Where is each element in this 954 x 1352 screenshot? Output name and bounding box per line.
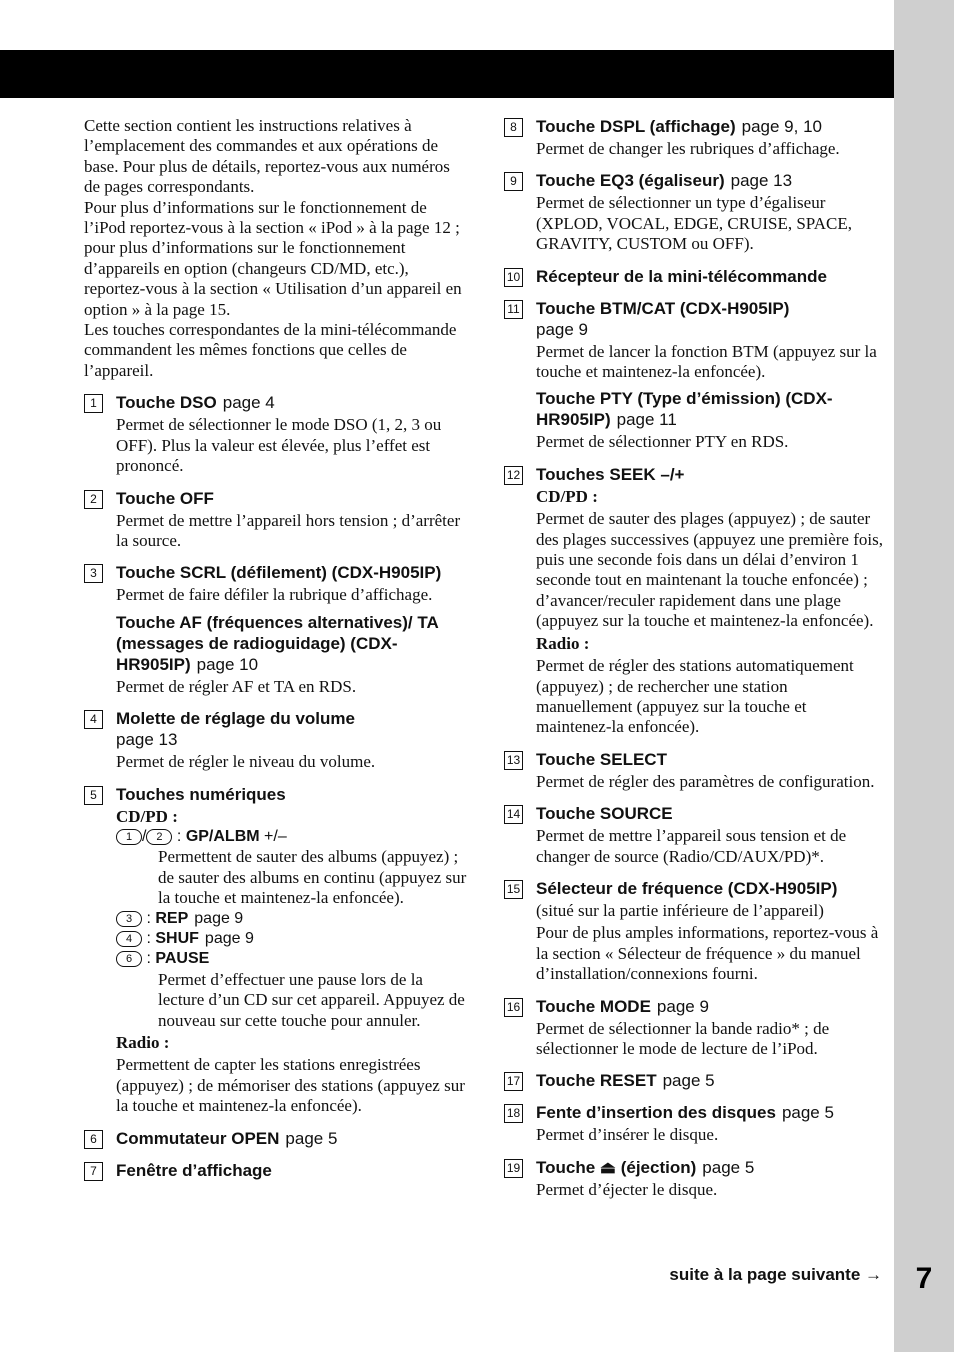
radio-label: Radio :	[536, 633, 590, 653]
item-number: 12	[504, 466, 523, 485]
key-3-icon: 3	[116, 911, 142, 927]
item-title-text: Molette de réglage du volume	[116, 709, 355, 729]
item-title-text: (éjection)	[620, 1157, 697, 1177]
side-tab	[894, 0, 954, 1352]
item-desc: Permet de sélectionner PTY en RDS.	[536, 432, 789, 452]
item-title	[536, 170, 886, 191]
header-bar	[0, 50, 894, 98]
item-title	[536, 1070, 886, 1091]
item-title	[536, 996, 886, 1017]
item-title: Sélecteur de fréquence (CDX-H905IP)	[536, 878, 838, 898]
page-ref: page 5	[285, 1128, 338, 1148]
page-ref: page 9	[194, 909, 244, 927]
page-ref: page 9	[204, 929, 254, 947]
key-6-icon: 6	[116, 951, 142, 967]
item-16	[504, 996, 886, 1060]
item-title: Touches SEEK –/+	[536, 464, 685, 484]
item-number: 19	[504, 1159, 523, 1178]
item-title-text: Touche MODE	[536, 996, 651, 1016]
key-line-6	[116, 949, 468, 969]
key-function: PAUSE	[155, 950, 210, 968]
item-desc: Permet de lancer la fonction BTM (appuyez sur la touche et maintenez-la enfoncée).	[536, 341, 877, 382]
page-ref: page 5	[662, 1071, 715, 1091]
cd-label: CD/PD :	[536, 486, 598, 506]
item-desc: Permet de sélectionner le mode DSO (1, 2, 3 ou OFF). Plus la valeur est élevée, plus l’effet est prononcé.	[116, 415, 442, 476]
item-number: 7	[84, 1162, 103, 1181]
item-desc: Permet d’insérer le disque.	[536, 1125, 719, 1145]
item-desc: Permet de régler le niveau du volume.	[116, 752, 376, 772]
eject-icon: ⏏	[599, 1157, 616, 1177]
continued-footer: suite à la page suivante →	[669, 1265, 882, 1284]
item-title	[536, 116, 886, 137]
item-title: Touche SELECT	[536, 749, 667, 769]
item-desc: Permet d’éjecter le disque.	[536, 1179, 718, 1199]
item-subtitle-text: Touche PTY (Type d’émission) (CDX-HR905IP)	[536, 389, 833, 430]
cd-label: CD/PD :	[116, 806, 178, 826]
key-line-4	[116, 929, 468, 949]
item-title	[536, 1102, 886, 1123]
item-9	[504, 170, 886, 254]
key-4-icon: 4	[116, 931, 142, 947]
item-title-text: Touche RESET	[536, 1071, 657, 1091]
item-number: 4	[84, 710, 103, 729]
right-column	[504, 116, 886, 1200]
item-title: Touche SCRL (défilement) (CDX-H905IP)	[116, 563, 442, 583]
item-title-text: Fente d’insertion des disques	[536, 1103, 776, 1123]
item-6	[84, 1128, 468, 1149]
item-subtitle-text: Touche AF (fréquences alternatives)/ TA (messages de radioguidage) (CDX-HR905IP)	[116, 612, 439, 674]
intro	[84, 116, 468, 381]
item-1	[84, 392, 468, 476]
radio-label: Radio :	[116, 1033, 170, 1052]
item-desc: Permet de régler des paramètres de configuration.	[536, 771, 875, 791]
key-1-icon: 1	[116, 829, 142, 845]
page-number: 7	[915, 1262, 933, 1295]
item-number: 16	[504, 998, 523, 1017]
item-number: 11	[504, 300, 523, 319]
item-desc: Permet de régler AF et TA en RDS.	[116, 676, 357, 696]
item-title	[116, 1128, 468, 1149]
item-number: 15	[504, 880, 523, 899]
item-number: 14	[504, 805, 523, 824]
item-title: Touche SOURCE	[536, 804, 673, 824]
item-desc: Permet de faire défiler la rubrique d’affichage.	[116, 585, 433, 605]
item-desc: Permet de sélectionner un type d’égaliseur (XPLOD, VOCAL, EDGE, CRUISE, SPACE, GRAVITY, CUSTOM ou OFF).	[536, 193, 852, 254]
page-ref: page 13	[730, 171, 793, 191]
item-3	[84, 562, 468, 697]
key-desc: Permettent de sauter des albums (appuyez) ; de sauter des albums en continu (appuyez sur la touche et maintenez-la enfoncée).	[158, 847, 467, 908]
left-column	[84, 116, 468, 1181]
item-number: 8	[504, 118, 523, 137]
key-function: GP/ALBM	[185, 827, 260, 845]
item-11	[504, 298, 886, 453]
item-number: 17	[504, 1072, 523, 1091]
key-separator: /	[142, 827, 147, 845]
intro-paragraph: Pour plus d’informations sur le fonctionnement de l’iPod reportez-vous à la section « iPod » à la page 12 ; pour plus d’informations sur le fonctionnement d’appareils en option (changeurs CD/MD, etc.), reportez-vous à la section « Utilisation d’un appareil en option » à la page 15.	[84, 197, 462, 319]
page-ref: page 5	[781, 1103, 834, 1123]
item-title-text: Touche DSO	[116, 393, 217, 413]
page-ref: page 11	[616, 410, 677, 430]
item-13	[504, 749, 886, 792]
page-ref: page 13	[116, 730, 178, 750]
item-title	[536, 298, 886, 340]
item-title-text: Touche BTM/CAT (CDX-H905IP)	[536, 298, 790, 318]
item-17	[504, 1070, 886, 1091]
item-title: Récepteur de la mini-télécommande	[536, 266, 827, 286]
item-number: 1	[84, 394, 103, 413]
key-line-1-2	[116, 827, 468, 847]
item-number: 9	[504, 172, 523, 191]
item-title: Fenêtre d’affichage	[116, 1160, 272, 1180]
key-colon: :	[176, 827, 182, 845]
item-desc: Pour de plus amples informations, reportez-vous à la section « Sélecteur de fréquence » du manuel d’installation/connexions fourni.	[536, 923, 879, 984]
item-14	[504, 803, 886, 867]
item-desc: Permettent de capter les stations enregistrées (appuyez) ; de mémoriser des stations (appuyez sur la touche et maintenez-la enfoncée).	[116, 1055, 465, 1116]
page-ref: page 9	[656, 996, 709, 1016]
item-desc: Permet de changer les rubriques d’affichage.	[536, 139, 840, 158]
item-number: 13	[504, 751, 523, 770]
key-colon: :	[146, 950, 151, 968]
key-colon: :	[146, 929, 151, 947]
item-title-text: Touche	[536, 1157, 596, 1177]
item-number: 5	[84, 786, 103, 805]
page-ref: page 10	[196, 654, 259, 674]
key-function: REP	[155, 909, 189, 927]
intro-paragraph: Les touches correspondantes de la mini-télécommande commandent les mêmes fonctions que celles de l’appareil.	[84, 320, 457, 380]
key-desc: Permet d’effectuer une pause lors de la lecture d’un CD sur cet appareil. Appuyez de nouveau sur cette touche pour annuler.	[158, 969, 465, 1030]
item-title	[116, 708, 468, 750]
key-suffix: +/–	[264, 827, 287, 845]
item-15	[504, 878, 886, 985]
page-ref: page 9	[536, 319, 588, 339]
key-colon: :	[146, 909, 151, 927]
item-desc: Permet de sélectionner la bande radio* ; de sélectionner le mode de lecture de l’iPod.	[536, 1018, 830, 1058]
item-number: 2	[84, 490, 103, 509]
page-ref: page 5	[702, 1157, 755, 1177]
item-note: (situé sur la partie inférieure de l’appareil)	[536, 900, 824, 920]
item-number: 18	[504, 1104, 523, 1123]
item-5	[84, 784, 468, 1117]
key-line-3	[116, 909, 468, 929]
item-2	[84, 488, 468, 552]
item-title	[536, 1157, 886, 1178]
item-desc: Permet de mettre l’appareil hors tension ; d’arrêter la source.	[116, 510, 461, 550]
page-ref: page 4	[222, 393, 275, 413]
item-title-text: Commutateur OPEN	[116, 1128, 280, 1148]
item-19	[504, 1157, 886, 1200]
item-number: 3	[84, 564, 103, 583]
item-desc: Permet de mettre l’appareil sous tension et de changer de source (Radio/CD/AUX/PD)*.	[536, 826, 847, 866]
item-number: 10	[504, 268, 523, 287]
item-7	[84, 1160, 468, 1181]
item-12	[504, 464, 886, 738]
page-ref: page 9, 10	[741, 117, 822, 136]
item-title: Touches numériques	[116, 784, 286, 804]
item-number: 6	[84, 1130, 103, 1149]
item-8	[504, 116, 886, 159]
item-desc: Permet de sauter des plages (appuyez) ; de sauter des plages successives (appuyez une première fois, puis une seconde fois dans un délai d’environ 1 seconde tout en maintenant la touche enfoncée) ; d’avancer/reculer rapidement dans une plage (appuyez sur la touche et maintenez-la enfoncée).	[536, 509, 883, 631]
item-4	[84, 708, 468, 772]
key-function: SHUF	[155, 929, 199, 947]
item-18	[504, 1102, 886, 1145]
item-subtitle	[536, 388, 886, 430]
key-2-icon: 2	[146, 829, 172, 845]
item-title	[116, 392, 468, 413]
item-title: Touche OFF	[116, 488, 214, 508]
item-desc: Permet de régler des stations automatiquement (appuyez) ; de rechercher une station manuellement (appuyez sur la touche et maintenez-la enfoncée).	[536, 656, 854, 737]
intro-paragraph: Cette section contient les instructions relatives à l’emplacement des commandes et aux opérations de base. Pour plus de détails, reportez-vous aux numéros de pages correspondants.	[84, 116, 450, 197]
item-title-text: Touche EQ3 (égaliseur)	[536, 171, 725, 191]
item-subtitle	[116, 612, 468, 675]
item-10	[504, 266, 886, 287]
item-title-text: Touche DSPL (affichage)	[536, 117, 736, 136]
